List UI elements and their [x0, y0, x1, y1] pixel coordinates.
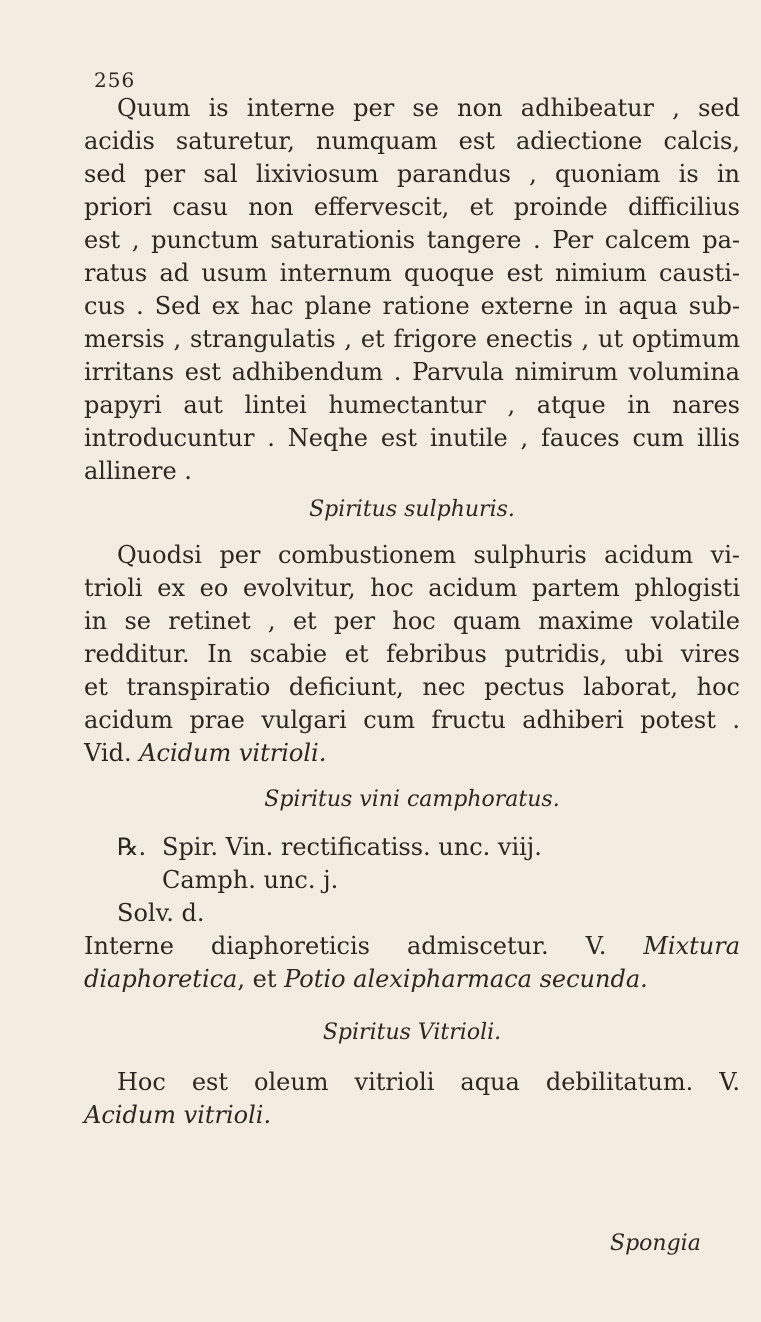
text-line: priori casu non effervescit, et proinde difficilius: [84, 193, 740, 221]
text-line: [84, 930, 740, 962]
usage-text: Interne diaphoreticis admiscetur. V.: [84, 932, 607, 960]
separator-text: , et: [237, 965, 277, 993]
recipe-symbol: ℞.: [117, 833, 147, 861]
text-line: Quodsi per combustionem sulphuris acidum vi-: [117, 541, 740, 569]
cross-reference: diaphoretica: [84, 965, 238, 993]
page-number: 256: [94, 68, 136, 92]
section-heading-spiritus-sulphuris: Spiritus sulphuris.: [309, 497, 515, 522]
text-line: introducuntur . Neqhe est inutile , fauces cum illis: [84, 424, 740, 452]
text-line: et transpiratio deficiunt, nec pectus laborat, hoc: [84, 673, 740, 701]
recipe-line: Spir. Vin. rectificatiss. unc. viij.: [162, 833, 542, 861]
cross-reference: Mixtura: [643, 932, 740, 960]
text-line: cus . Sed ex hac plane ratione externe in aqua sub-: [84, 292, 740, 320]
text-line: acidis saturetur, numquam est adiectione calcis,: [84, 127, 740, 155]
recipe-line: Camph. unc. j.: [162, 866, 339, 894]
cross-reference: Acidum vitrioli.: [84, 1101, 272, 1129]
text-line: mersis , strangulatis , et frigore enectis , ut optimum: [84, 325, 740, 353]
text-line: redditur. In scabie et febribus putridis, ubi vires: [84, 640, 740, 668]
text-line: in se retinet , et per hoc quam maxime volatile: [84, 607, 740, 635]
recipe-line: Solv. d.: [117, 899, 205, 927]
text-line: acidum prae vulgari cum fructu adhiberi potest .: [84, 706, 740, 734]
cross-reference-line: [84, 737, 740, 769]
cross-reference: Potio alexipharmaca secunda.: [284, 965, 648, 993]
cross-reference: Acidum vitrioli.: [139, 739, 327, 767]
text-line: sed per sal lixiviosum parandus , quoniam is in: [84, 160, 740, 188]
text-line: est , punctum saturationis tangere . Per calcem pa-: [84, 226, 740, 254]
text-line: [84, 963, 740, 995]
text-line: allinere .: [84, 457, 192, 485]
text-line: ratus ad usum internum quoque est nimium causti-: [84, 259, 740, 287]
section-heading-spiritus-vitrioli: Spiritus Vitrioli.: [322, 1020, 502, 1045]
text-line: papyri aut lintei humectantur , atque in nares: [84, 391, 740, 419]
text-line: Hoc est oleum vitrioli aqua debilitatum. V.: [117, 1068, 740, 1096]
text-line: trioli ex eo evolvitur, hoc acidum partem phlogisti: [84, 574, 740, 602]
see-prefix: Vid.: [84, 739, 132, 767]
text-line: Quum is interne per se non adhibeatur , sed: [117, 94, 740, 122]
cross-reference-line: [84, 1099, 740, 1131]
text-line: irritans est adhibendum . Parvula nimirum volumina: [84, 358, 740, 386]
catchword: Spongia: [610, 1231, 701, 1256]
section-heading-spiritus-vini-camphoratus: Spiritus vini camphoratus.: [264, 787, 560, 812]
